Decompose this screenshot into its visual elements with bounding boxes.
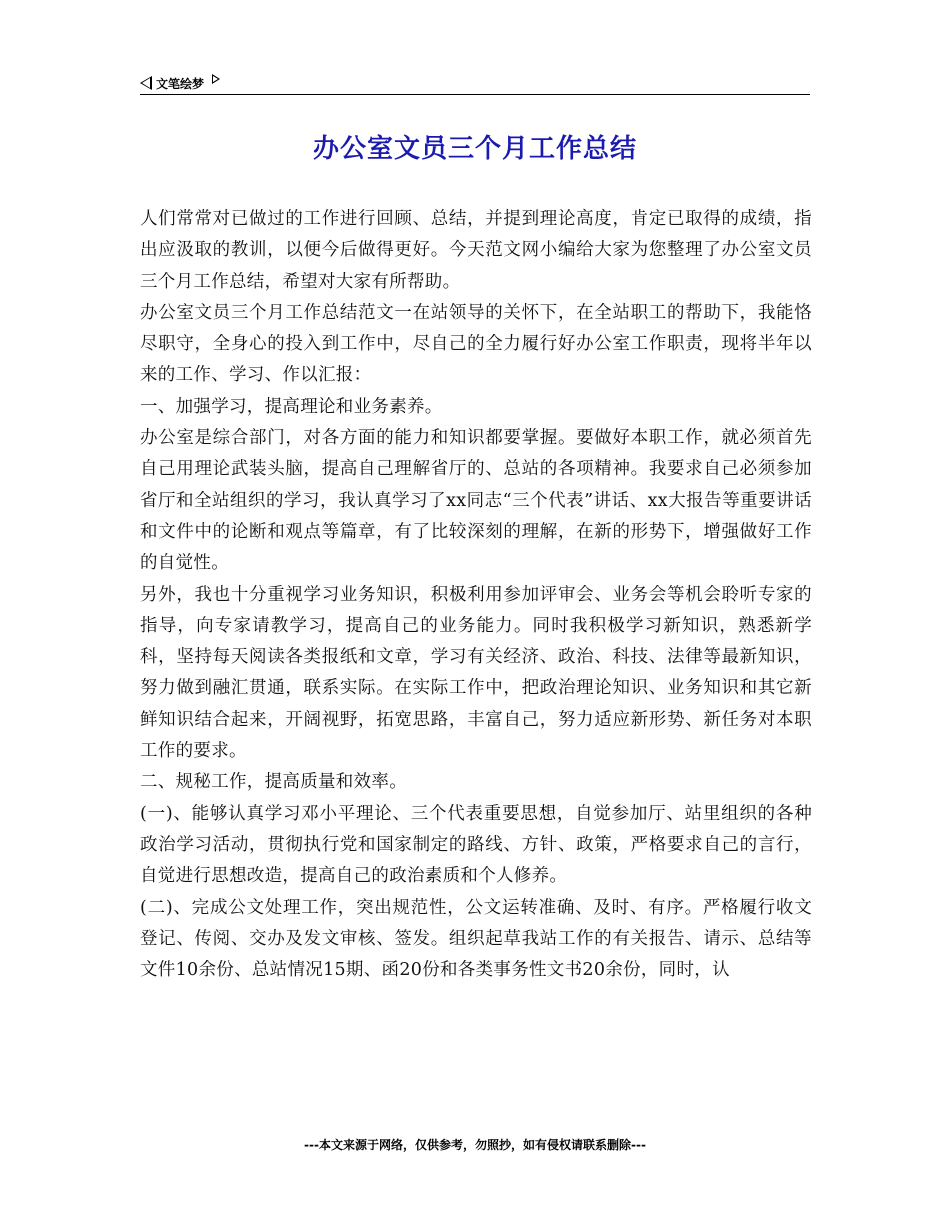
triangle-left-icon <box>140 76 152 90</box>
paragraph: (二)、完成公文处理工作，突出规范性，公文运转准确、及时、有序。严格履行收文登记、传阅、交办及发文审核、签发。组织起草我站工作的有关报告、请示、总结等文件10余份、总站情况15期、函20份和各类事务性文书20余份，同时，认 <box>140 897 812 981</box>
footer-notice: ---本文来源于网络，仅供参考，勿照抄，如有侵权请联系删除--- <box>304 1138 646 1152</box>
section-heading: 二、规秘工作，提高质量和效率。 <box>140 772 407 793</box>
brand-label: 文笔绘梦 <box>156 76 205 91</box>
document-body <box>140 204 812 986</box>
paragraph: 办公室文员三个月工作总结范文一在站领导的关怀下，在全站职工的帮助下，我能恪尽职守，全身心的投入到工作中，尽自己的全力履行好办公室工作职责，现将半年以来的工作、学习、作以汇报： <box>140 302 812 386</box>
section-heading: 一、加强学习，提高理论和业务素养。 <box>140 396 443 417</box>
document-title: 办公室文员三个月工作总结 <box>312 134 637 164</box>
paragraph: 另外，我也十分重视学习业务知识，积极利用参加评审会、业务会等机会聆听专家的指导，向专家请教学习，提高自己的业务能力。同时我积极学习新知识，熟悉新学科，坚持每天阅读各类报纸和文章，学习有关经济、政治、科技、法律等最新知识，努力做到融汇贯通，联系实际。在实际工作中，把政治理论知识、业务知识和其它新鲜知识结合起来，开阔视野，拓宽思路，丰富自己，努力适应新形势、新任务对本职工作的要求。 <box>140 584 812 762</box>
page-header <box>140 72 810 95</box>
paragraph: (一)、能够认真学习邓小平理论、三个代表重要思想，自觉参加厅、站里组织的各种政治学习活动，贯彻执行党和国家制定的路线、方针、政策，严格要求自己的言行，自觉进行思想改造，提高自己的政治素质和个人修养。 <box>140 803 812 887</box>
triangle-right-icon <box>212 74 220 84</box>
paragraph: 人们常常对已做过的工作进行回顾、总结，并提到理论高度，肯定已取得的成绩，指出应汲取的教训，以便今后做得更好。今天范文网小编给大家为您整理了办公室文员三个月工作总结，希望对大家有所帮助。 <box>140 209 812 292</box>
paragraph: 办公室是综合部门，对各方面的能力和知识都要掌握。要做好本职工作，就必须首先自己用理论武装头脑，提高自己理解省厅的、总站的各项精神。我要求自己必须参加省厅和全站组织的学习，我认真学习了xx同志“三个代表”讲话、xx大报告等重要讲话和文件中的论断和观点等篇章，有了比较深刻的理解，在新的形势下，增强做好工作的自觉性。 <box>140 428 812 574</box>
